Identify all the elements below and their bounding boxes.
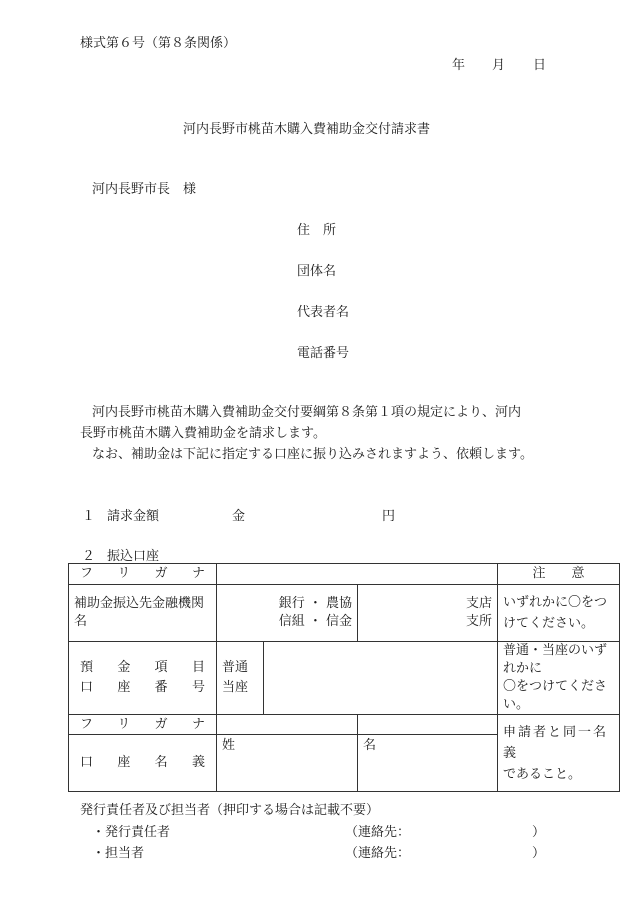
bank-type-cell[interactable]: 銀行 ・ 農協 信組 ・ 信金 xyxy=(217,585,358,642)
body-line-3: なお、補助金は下記に指定する口座に振り込みされますよう、依頼します。 xyxy=(92,447,533,462)
contact-person-close: ） xyxy=(532,846,546,861)
notes-header: 注 意 xyxy=(498,564,620,585)
footer-title: 発行責任者及び担当者（押印する場合は記載不要） xyxy=(80,803,380,818)
addressee: 河内長野市長 様 xyxy=(92,182,197,197)
issuer-contact-open: （連絡先： xyxy=(345,825,411,840)
deposit-type-note: 普通・当座のいずれかに 〇をつけてください。 xyxy=(498,642,620,715)
furigana-row xyxy=(69,564,620,585)
amount-unit: 円 xyxy=(382,509,396,524)
body-line-2: 長野市桃苗木購入費補助金を請求します。 xyxy=(80,426,326,441)
deposit-account-labels: 預 金 項 目 口 座 番 号 xyxy=(69,642,217,715)
issuer-label: ・発行責任者 xyxy=(92,825,171,840)
group-name-label: 団体名 xyxy=(297,264,337,279)
amount-prefix: 金 xyxy=(232,509,246,524)
ordinary-option: 普通 xyxy=(222,660,249,675)
bank-name-row xyxy=(69,585,620,642)
account-section-number: ２ xyxy=(82,549,96,564)
deposit-type-row xyxy=(69,642,620,715)
representative-label: 代表者名 xyxy=(297,305,350,320)
contact-person-label: ・担当者 xyxy=(92,846,145,861)
form-number: 様式第６号（第８条関係） xyxy=(80,36,237,51)
bank-name-label: 補助金振込先金融機関名 xyxy=(69,585,217,642)
phone-label: 電話番号 xyxy=(297,346,350,361)
deposit-type-options[interactable] xyxy=(217,642,264,715)
account-section-label: 振込口座 xyxy=(107,549,160,564)
contact-person-open: （連絡先： xyxy=(345,846,411,861)
amount-number: １ xyxy=(82,509,96,524)
surname-label: 姓 xyxy=(222,738,236,753)
surname-furigana-input[interactable] xyxy=(217,715,358,735)
surname-cell[interactable] xyxy=(217,735,358,792)
bank-note: いずれかに〇をつ けてください。 xyxy=(498,585,620,642)
branch-cell[interactable]: 支店 支所 xyxy=(358,585,498,642)
date-day-label: 日 xyxy=(533,58,547,73)
amount-label: 請求金額 xyxy=(107,509,160,524)
holder-furigana-row xyxy=(69,715,620,735)
body-line-1: 河内長野市桃苗木購入費補助金交付要綱第８条第１項の規定により、河内 xyxy=(92,405,522,420)
bank-account-table xyxy=(68,563,620,792)
issuer-contact-close: ） xyxy=(532,825,546,840)
holder-name-label: 口 座 名 義 xyxy=(69,735,217,792)
furigana-label: フ リ ガ ナ xyxy=(69,564,217,585)
given-furigana-input[interactable] xyxy=(358,715,498,735)
bank-furigana-input[interactable] xyxy=(217,564,498,585)
current-option: 当座 xyxy=(222,680,249,695)
given-name-cell[interactable] xyxy=(358,735,498,792)
address-label: 住 所 xyxy=(297,223,337,238)
holder-furigana-label: フ リ ガ ナ xyxy=(69,715,217,735)
date-month-label: 月 xyxy=(492,58,506,73)
given-name-label: 名 xyxy=(363,738,377,753)
holder-note: 申請者と同一名義 であること。 xyxy=(498,715,620,792)
date-year-label: 年 xyxy=(452,58,466,73)
document-title: 河内長野市桃苗木購入費補助金交付請求書 xyxy=(183,122,431,137)
account-number-input[interactable] xyxy=(264,642,498,715)
